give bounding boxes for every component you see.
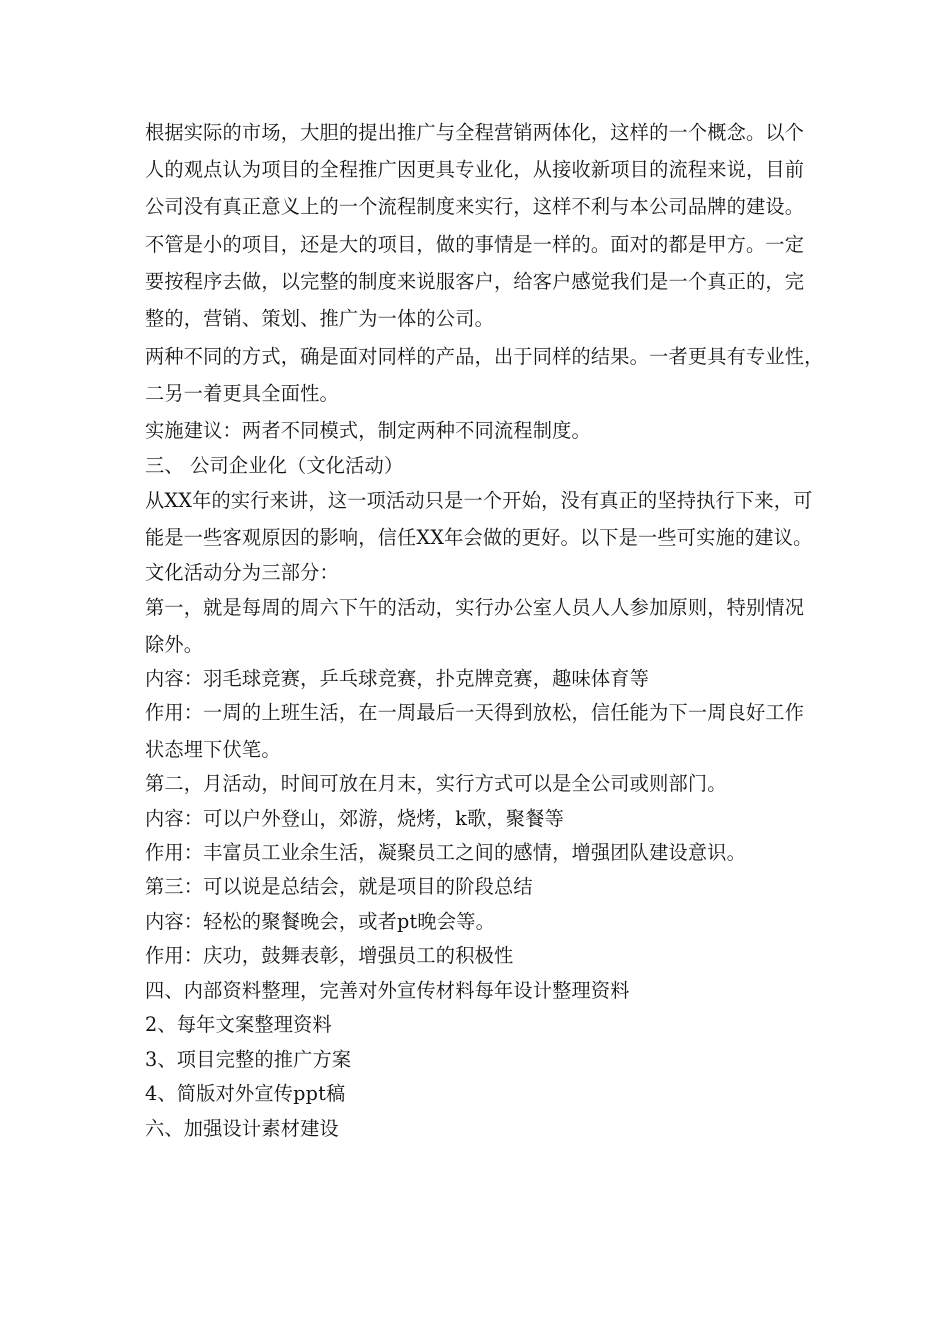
paragraph-line: 第一，就是每周的周六下午的活动，实行办公室人员人人参加原则，特别情况 <box>145 596 805 619</box>
section-heading: 三、 公司企业化（文化活动） <box>145 454 404 477</box>
paragraph-line: 内容：可以户外登山，郊游，烧烤，k歌，聚餐等 <box>145 807 564 830</box>
paragraph-line: 状态埋下伏笔。 <box>145 738 281 761</box>
paragraph-line: 根据实际的市场，大胆的提出推广与全程营销两体化，这样的一个概念。以个 <box>145 121 805 144</box>
list-item: 4、简版对外宣传ppt稿 <box>145 1082 346 1105</box>
paragraph-line: 能是一些客观原因的影响，信任XX年会做的更好。以下是一些可实施的建议。 <box>145 526 813 549</box>
paragraph-line: 第二，月活动，时间可放在月末，实行方式可以是全公司或则部门。 <box>145 772 727 795</box>
paragraph-line: 人的观点认为项目的全程推广因更具专业化，从接收新项目的流程来说，目前 <box>145 158 805 181</box>
paragraph-line: 除外。 <box>145 633 204 656</box>
section-heading: 四、内部资料整理，完善对外宣传材料每年设计整理资料 <box>145 979 630 1002</box>
paragraph-line: 整的，营销、策划、推广为一体的公司。 <box>145 307 494 330</box>
paragraph-line: 公司没有真正意义上的一个流程制度来实行，这样不利与本公司品牌的建设。 <box>145 195 805 218</box>
paragraph-line: 作用：丰富员工业余生活，凝聚员工之间的感情，增强团队建设意识。 <box>145 841 747 864</box>
paragraph-line: 实施建议：两者不同模式，制定两种不同流程制度。 <box>145 419 591 442</box>
paragraph-line: 两种不同的方式，确是面对同样的产品，出于同样的结果。一者更具有专业性， <box>145 345 824 368</box>
paragraph-line: 第三：可以说是总结会，就是项目的阶段总结 <box>145 875 533 898</box>
list-item: 2、每年文案整理资料 <box>145 1013 332 1036</box>
paragraph-line: 内容：羽毛球竞赛，乒乓球竞赛，扑克牌竞赛，趣味体育等 <box>145 667 650 690</box>
paragraph-line: 二另一着更具全面性。 <box>145 382 339 405</box>
paragraph-line: 作用：一周的上班生活，在一周最后一天得到放松，信任能为下一周良好工作 <box>145 701 805 724</box>
paragraph-line: 从XX年的实行来讲，这一项活动只是一个开始，没有真正的坚持执行下来，可 <box>145 489 813 512</box>
paragraph-line: 文化活动分为三部分： <box>145 561 339 584</box>
paragraph-line: 内容：轻松的聚餐晚会，或者pt晚会等。 <box>145 910 495 933</box>
paragraph-line: 作用：庆功，鼓舞表彰，增强员工的积极性 <box>145 944 514 967</box>
paragraph-line: 不管是小的项目，还是大的项目，做的事情是一样的。面对的都是甲方。一定 <box>145 233 805 256</box>
list-item: 3、项目完整的推广方案 <box>145 1048 352 1071</box>
section-heading: 六、加强设计素材建设 <box>145 1117 339 1140</box>
paragraph-line: 要按程序去做，以完整的制度来说服客户，给客户感觉我们是一个真正的，完 <box>145 270 805 293</box>
